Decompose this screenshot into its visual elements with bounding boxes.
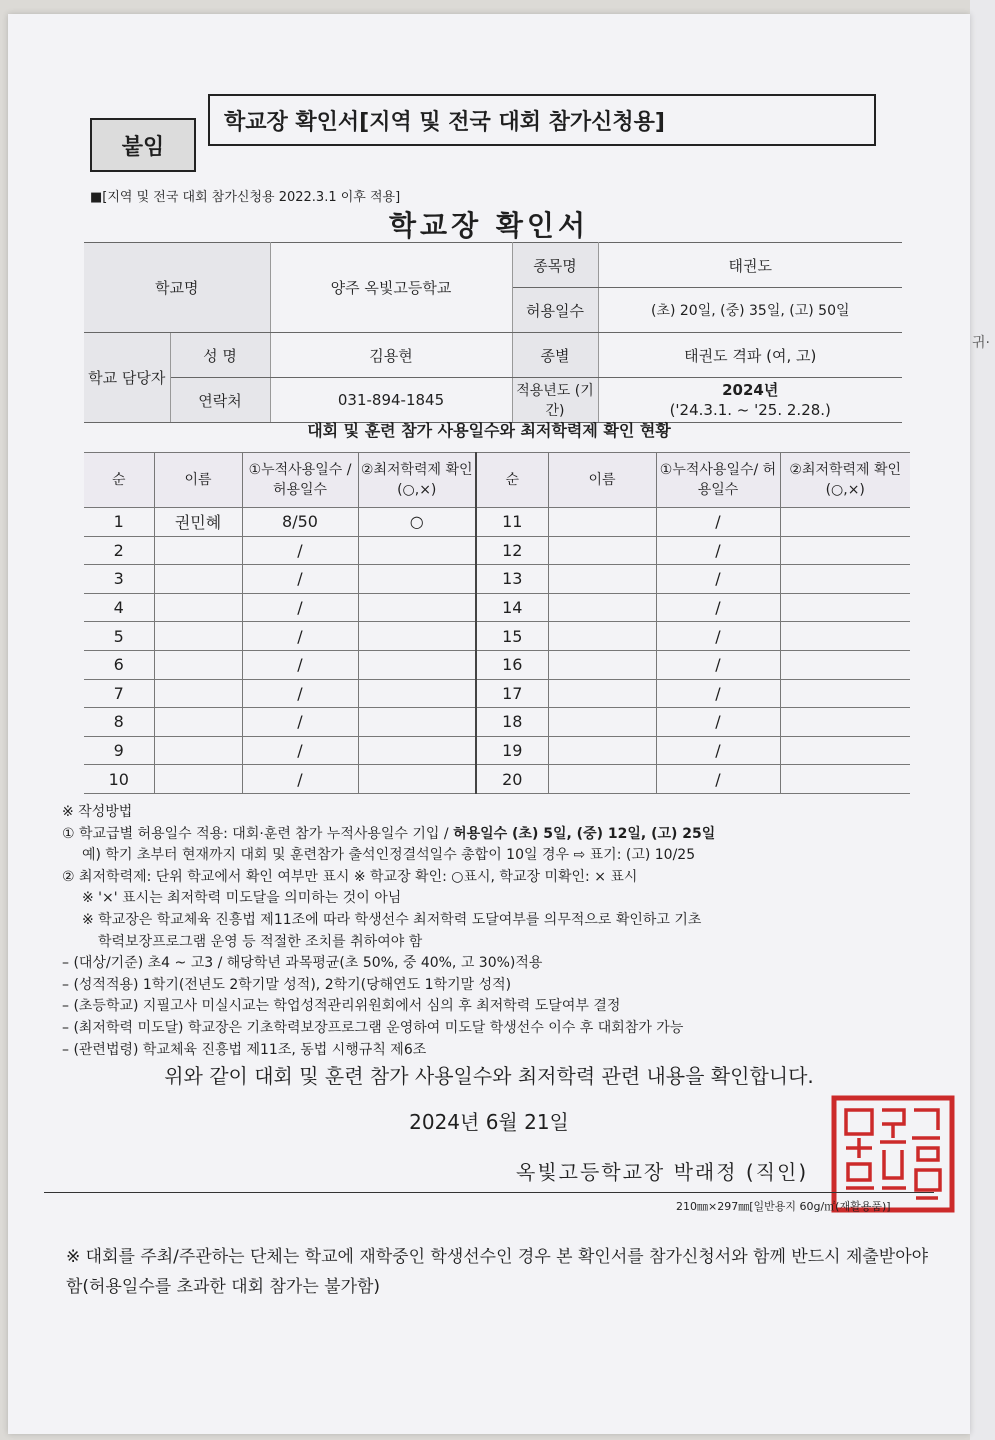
row-academic [358, 736, 476, 765]
row-number-right: 11 [476, 508, 548, 537]
row-days-right: / [656, 736, 780, 765]
usage-table [84, 452, 910, 794]
table-row [84, 765, 910, 794]
row-days-right: / [656, 508, 780, 537]
adjacent-paper-text: 귀· [972, 335, 990, 351]
days-label: 허용일수 [512, 288, 598, 333]
row-academic [358, 622, 476, 651]
note-7: – (초등학교) 지필고사 미실시교는 학업성적관리위원회에서 심의 후 최저학력 도달여부 결정 [62, 998, 621, 1015]
document-date: 2024년 6월 21일 [409, 1110, 569, 1134]
row-academic [358, 565, 476, 594]
row-name [154, 565, 242, 594]
section-title: 대회 및 훈련 참가 사용일수와 최저학력제 확인 현황 [307, 421, 671, 440]
row-name-right [548, 622, 656, 651]
row-number-right: 13 [476, 565, 548, 594]
document-page [8, 14, 970, 1434]
row-number-right: 12 [476, 536, 548, 565]
row-number: 5 [84, 622, 154, 651]
row-days: / [242, 650, 358, 679]
note-9: – (관련법령) 학교체육 진흥법 제11조, 동법 시행규칙 제6조 [62, 1041, 427, 1058]
row-number-right: 15 [476, 622, 548, 651]
row-name-right [548, 536, 656, 565]
usage-table-header [84, 453, 910, 508]
row-academic-right [780, 565, 910, 594]
contact-value: 031-894-1845 [270, 378, 512, 423]
table-row [84, 622, 910, 651]
signer: 옥빛고등학교장 박래정 (직인) [516, 1160, 809, 1184]
row-days: / [242, 708, 358, 737]
row-days: / [242, 536, 358, 565]
row-number-right: 19 [476, 736, 548, 765]
col-academic: ②최저학력제 확인(○,×) [358, 453, 476, 508]
row-days: / [242, 679, 358, 708]
note-2: ② 최저학력제: 단위 학교에서 확인 여부만 표시 ※ 학교장 확인: ○표시, 학교장 미확인: × 표시 [62, 868, 638, 885]
divider-line [44, 1192, 934, 1193]
table-row [84, 536, 910, 565]
table-row [84, 508, 910, 537]
col-name: 이름 [154, 453, 242, 508]
col-name-right: 이름 [548, 453, 656, 508]
row-name-right [548, 565, 656, 594]
instructions [62, 802, 942, 1061]
row-academic [358, 708, 476, 737]
row-academic [358, 765, 476, 794]
contact-label: 연락처 [170, 378, 270, 423]
row-name-right [548, 650, 656, 679]
row-academic [358, 679, 476, 708]
table-row [84, 679, 910, 708]
row-academic [358, 536, 476, 565]
table-row [84, 593, 910, 622]
row-days: / [242, 765, 358, 794]
info-table [84, 242, 902, 423]
row-number: 8 [84, 708, 154, 737]
row-days-right: / [656, 622, 780, 651]
row-number: 2 [84, 536, 154, 565]
row-academic [358, 593, 476, 622]
row-name [154, 593, 242, 622]
official-seal [830, 1094, 956, 1214]
col-days: ①누적사용일수 /허용일수 [242, 453, 358, 508]
row-name [154, 765, 242, 794]
days-value: (초) 20일, (중) 35일, (고) 50일 [598, 288, 902, 333]
row-days: / [242, 565, 358, 594]
row-academic-right [780, 508, 910, 537]
row-name [154, 679, 242, 708]
event-value: 태권도 [598, 243, 902, 288]
manager-label: 학교 담당자 [84, 333, 170, 423]
name-label: 성 명 [170, 333, 270, 378]
school-label: 학교명 [84, 243, 270, 333]
row-days-right: / [656, 565, 780, 594]
row-number: 1 [84, 508, 154, 537]
row-name: 권민혜 [154, 508, 242, 537]
row-days: 8/50 [242, 508, 358, 537]
table-row [84, 565, 910, 594]
col-no-right: 순 [476, 453, 548, 508]
note-4a: ※ 학교장은 학교체육 진흥법 제11조에 따라 학생선수 최저학력 도달여부를 의무적으로 확인하고 기초 [82, 911, 702, 928]
row-days: / [242, 736, 358, 765]
year-cell [598, 378, 902, 423]
seal-border [834, 1098, 952, 1210]
row-name-right [548, 765, 656, 794]
row-academic [358, 650, 476, 679]
paper-spec: 210㎜×297㎜[일반용지 60g/㎡(재활용품)] [676, 1200, 891, 1213]
apply-note: ■[지역 및 전국 대회 참가신청용 2022.3.1 이후 적용] [90, 190, 401, 205]
row-days-right: / [656, 765, 780, 794]
row-number-right: 17 [476, 679, 548, 708]
category-label: 종별 [512, 333, 598, 378]
year-value: 2024년 [722, 381, 779, 399]
row-number: 3 [84, 565, 154, 594]
row-days: / [242, 622, 358, 651]
row-number: 7 [84, 679, 154, 708]
row-academic-right [780, 708, 910, 737]
note-1b: 허용일수 (초) 5일, (중) 12일, (고) 25일 [453, 825, 716, 842]
row-number: 6 [84, 650, 154, 679]
col-no: 순 [84, 453, 154, 508]
note-1a: ① 학교급별 허용일수 적용: 대회·훈련 참가 누적사용일수 기입 / [62, 825, 454, 842]
col-days-right: ①누적사용일수/ 허용일수 [656, 453, 780, 508]
row-academic-right [780, 622, 910, 651]
row-number-right: 14 [476, 593, 548, 622]
row-name-right [548, 679, 656, 708]
row-number-right: 16 [476, 650, 548, 679]
row-days: / [242, 593, 358, 622]
row-days-right: / [656, 679, 780, 708]
row-name-right [548, 736, 656, 765]
row-academic-right [780, 736, 910, 765]
row-number: 9 [84, 736, 154, 765]
year-label: 적용년도 (기간) [512, 378, 598, 423]
note-4b: 학력보장프로그램 운영 등 적절한 조치를 취하여야 함 [98, 933, 423, 950]
table-row [84, 708, 910, 737]
row-name-right [548, 508, 656, 537]
school-value: 양주 옥빛고등학교 [270, 243, 512, 333]
row-academic-right [780, 679, 910, 708]
header-title: 학교장 확인서[지역 및 전국 대회 참가신청용] [208, 94, 876, 146]
row-number: 4 [84, 593, 154, 622]
adjacent-paper [970, 0, 995, 1440]
row-name [154, 736, 242, 765]
note-6: – (성적적용) 1학기(전년도 2학기말 성적), 2학기(당해연도 1학기말 성적) [62, 976, 512, 993]
seal-glyphs [846, 1110, 940, 1198]
note-5: – (대상/기준) 초4 ~ 고3 / 해당학년 과목평균(초 50%, 중 40%, 고 30%)적용 [62, 955, 543, 972]
row-academic: ○ [358, 508, 476, 537]
row-name [154, 708, 242, 737]
period-value: ('24.3.1. ~ '25. 2.28.) [669, 401, 831, 419]
table-row [84, 650, 910, 679]
row-days-right: / [656, 650, 780, 679]
note-1 [62, 824, 942, 846]
note-3: ※ '×' 표시는 최저학력 미도달을 의미하는 것이 아님 [82, 890, 402, 907]
name-value: 김용현 [270, 333, 512, 378]
table-row [84, 736, 910, 765]
footer-note: ※ 대회를 주최/주관하는 단체는 학교에 재학중인 학생선수인 경우 본 확인서를 참가신청서와 함께 반드시 제출받아야 함(허용일수를 초과한 대회 참가는 불가함) [66, 1247, 929, 1297]
row-number: 10 [84, 765, 154, 794]
row-days-right: / [656, 708, 780, 737]
row-name [154, 650, 242, 679]
col-academic-right: ②최저학력제 확인(○,×) [780, 453, 910, 508]
row-name-right [548, 708, 656, 737]
row-academic-right [780, 593, 910, 622]
row-number-right: 20 [476, 765, 548, 794]
note-8: – (최저학력 미도달) 학교장은 기초학력보장프로그램 운영하여 미도달 학생선수 이수 후 대회참가 가능 [62, 1019, 684, 1036]
form-title: 학교장 확인서 [388, 209, 590, 242]
notes-heading: ※ 작성방법 [62, 804, 133, 820]
row-name-right [548, 593, 656, 622]
category-value: 태권도 격파 (여, 고) [598, 333, 902, 378]
row-academic-right [780, 536, 910, 565]
row-name [154, 536, 242, 565]
row-number-right: 18 [476, 708, 548, 737]
row-days-right: / [656, 593, 780, 622]
event-label: 종목명 [512, 243, 598, 288]
row-academic-right [780, 765, 910, 794]
attachment-tag: 붙임 [90, 118, 196, 172]
row-name [154, 622, 242, 651]
row-days-right: / [656, 536, 780, 565]
row-academic-right [780, 650, 910, 679]
note-1c: 예) 학기 초부터 현재까지 대회 및 훈련참가 출석인정결석일수 총합이 10일 경우 ⇨ 표기: (고) 10/25 [82, 847, 696, 864]
confirmation-text: 위와 같이 대회 및 훈련 참가 사용일수와 최저학력 관련 내용을 확인합니다. [164, 1064, 814, 1088]
